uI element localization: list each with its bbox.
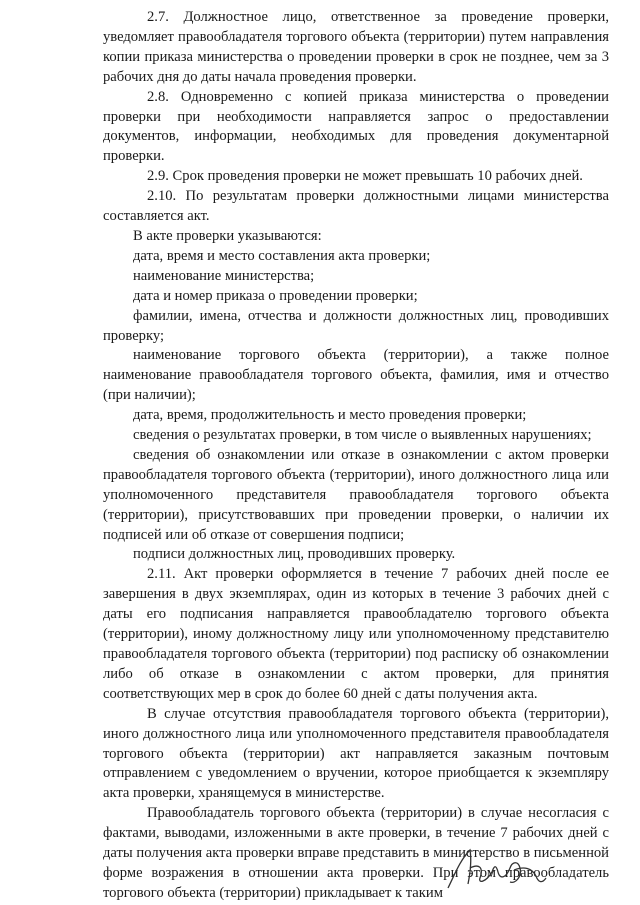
list-item: сведения о результатах проверки, в том числе о выявленных нарушениях; <box>133 427 592 444</box>
paragraph-2-10: 2.10. По результатам проверки должностными лицами министерства составляется акт. <box>103 188 609 225</box>
list-item: фамилии, имена, отчества и должности должностных лиц, проводивших проверку; <box>103 307 609 344</box>
document-body <box>103 8 609 904</box>
list-item: дата, время, продолжительность и место проведения проверки; <box>133 407 527 424</box>
paragraph-2-9: 2.9. Срок проведения проверки не может превышать 10 рабочих дней. <box>147 168 583 185</box>
list-item: подписи должностных лиц, проводивших проверку. <box>133 546 456 563</box>
list-item: сведения об ознакомлении или отказе в ознакомлении с актом проверки правообладателя торгового объекта (территории), иного должностного лица или уполномоченного представителя правообладателя торгового объекта (территории), присутствовавших при проведении проверки, о наличии их подписей или об отказе от совершения подписи; <box>103 446 609 543</box>
paragraph-absence: В случае отсутствия правообладателя торгового объекта (территории), иного должностного лица или уполномоченного представителя правообладателя торгового объекта (территории) акт направляется заказным почтовым отправлением с уведомлением о вручении, которое приобщается к экземпляру акта проверки, хранящемуся в министерстве. <box>103 705 609 802</box>
paragraph-2-8: 2.8. Одновременно с копией приказа министерства о проведении проверки при необходимости направляется запрос о предоставлении документов, информации, необходимых для проведения документарной проверки. <box>103 88 609 165</box>
list-item: наименование министерства; <box>133 267 315 284</box>
handwritten-signature <box>440 838 550 893</box>
list-intro: В акте проверки указываются: <box>133 227 322 244</box>
list-item: дата и номер приказа о проведении проверки; <box>133 287 418 304</box>
paragraph-2-11: 2.11. Акт проверки оформляется в течение 7 рабочих дней после ее завершения в двух экземплярах, один из которых в течение 3 рабочих дней с даты его подписания направляется правообладателю торгового объекта (территории), иному должностному лицу или уполномоченному представителю правообладателя торгового объекта (территории) под расписку об ознакомлении либо об отказе в ознакомлении с актом проверки, для принятия соответствующих мер в срок до более 60 дней с даты получения акта. <box>103 566 609 702</box>
paragraph-objections: Правообладатель торгового объекта (территории) в случае несогласия с фактами, выводами, изложенными в акте проверки, в течение 7 рабочих дней с даты получения акта проверки вправе представить в министерство в письменной форме возражения в отношении акта проверки. При этом правообладатель торгового объекта (территории) прикладывает к таким <box>103 805 609 901</box>
paragraph-2-7: 2.7. Должностное лицо, ответственное за проведение проверки, уведомляет правообладателя торгового объекта (территории) путем направления копии приказа министерства о проведении проверки в срок не позднее, чем за 3 рабочих дня до даты начала проведения проверки. <box>103 9 609 85</box>
list-item: наименование торгового объекта (территории), а также полное наименование правообладателя торгового объекта, фамилия, имя и отчество (при наличии); <box>103 347 609 404</box>
list-item: дата, время и место составления акта проверки; <box>133 247 431 264</box>
